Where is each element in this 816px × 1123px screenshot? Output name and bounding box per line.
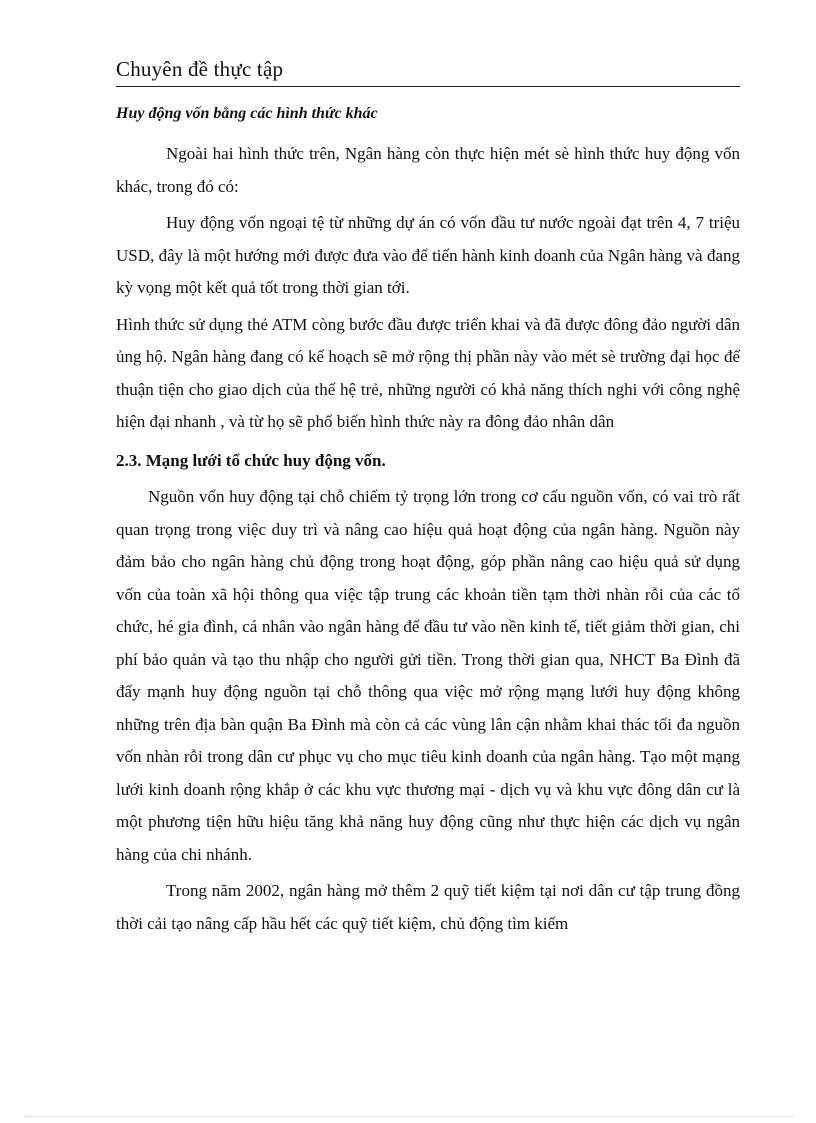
page-header <box>116 56 740 87</box>
header-title: Chuyên đề thực tập <box>116 57 284 81</box>
section-heading-network: 2.3. Mạng lưới tổ chức huy động vốn. <box>116 450 386 470</box>
page-bottom-divider <box>24 1116 794 1117</box>
paragraph-atm-card: Hình thức sử dụng thẻ ATM còng bước đầu được triển khai và đã được đông đảo người dân ủng hộ. Ngân hàng đang có kế hoạch sẽ mở rộng thị phần này vào mét sè trường đại học để thuận tiện cho giao dịch của thế hệ trẻ, những người có khả năng thích nghi với công nghệ hiện đại nhanh , và từ họ sẽ phổ biến hình thức này ra đông đảo nhân dân <box>116 314 740 431</box>
paragraph-2002-savings: Trong năm 2002, ngân hàng mở thêm 2 quỹ tiết kiệm tại nơi dân cư tập trung đồng thời cải tạo nâng cấp hầu hết các quỹ tiết kiệm, chủ động tìm kiếm <box>116 881 740 933</box>
page-content <box>116 96 740 940</box>
paragraph-network-body: Nguồn vốn huy động tại chỗ chiếm tỷ trọng lớn trong cơ cấu nguồn vốn, có vai trò rất quan trọng trong việc duy trì và nâng cao hiệu quả hoạt động của ngân hàng. Nguồn này đảm bảo cho ngân hàng chủ động trong hoạt động, góp phần nâng cao hiệu quả sử dụng vốn của toàn xã hội thông qua việc tập trung các khoản tiền tạm thời nhàn rỗi của các tổ chức, hé gia đình, cá nhân vào ngân hàng để đầu tư vào nền kinh tế, tiết giảm thời gian, chi phí bảo quản và tạo thu nhập cho người gửi tiền. Trong thời gian qua, NHCT Ba Đình đã đẩy mạnh huy động nguồn tại chỗ thông qua việc mở rộng mạng lưới huy động không những trên địa bàn quận Ba Đình mà còn cả các vùng lân cận nhằm khai thác tối đa nguồn vốn nhàn rỗi trong dân cư phục vụ cho mục tiêu kinh doanh của ngân hàng. Tạo một mạng lưới kinh doanh rộng khắp ở các khu vực thương mại - dịch vụ và khu vực đông dân cư là một phương tiện hữu hiệu tăng khả năng huy động cũng như thực hiện các dịch vụ ngân hàng của chi nhánh. <box>116 487 740 864</box>
paragraph-other-forms-intro: Ngoài hai hình thức trên, Ngân hàng còn thực hiện mét sè hình thức huy động vốn khác, trong đó có: <box>116 144 740 196</box>
paragraph-foreign-currency: Huy động vốn ngoại tệ từ những dự án có vốn đầu tư nước ngoài đạt trên 4, 7 triệu USD, đây là một hướng mới được đưa vào để tiến hành kinh doanh của Ngân hàng và đang kỳ vọng một kết quả tốt trong thời gian tới. <box>116 213 740 297</box>
subheading-other-forms: Huy động vốn bằng các hình thức khác <box>116 105 378 122</box>
